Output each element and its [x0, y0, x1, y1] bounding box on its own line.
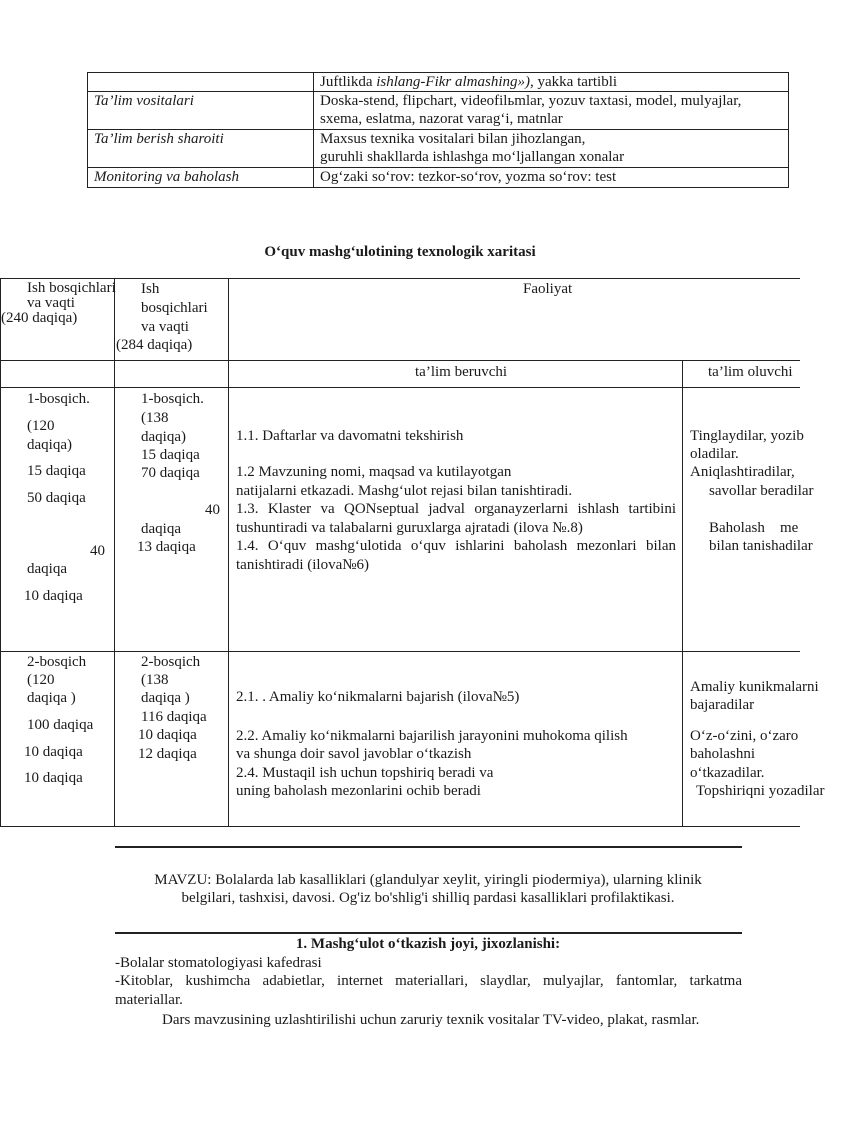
stage-cell: 2-bosqich	[141, 654, 201, 670]
section-line: Dars mavzusining uzlashtirilishi uchun zaruriy texnik vositalar TV-video, plakat, rasmlar.	[162, 1012, 700, 1028]
activity-line: tushuntiradi va talabalarni guruxlarga ajratadi (ilova №.8)	[236, 520, 583, 536]
table-cell: sxema, eslatma, nazorat varag‘i, matnlar	[320, 111, 563, 127]
student-line: me	[780, 520, 799, 536]
stage-cell: 50 daqiqa	[27, 490, 86, 506]
student-line: Aniqlashtiradilar,	[690, 464, 795, 480]
activity-line: 2.4. Mustaqil ish uchun topshiriq beradi va	[236, 765, 494, 781]
student-line: Topshiriqni yozadilar	[696, 783, 825, 799]
header-cell: Ish	[141, 281, 160, 297]
activity-line: natijalarni etkazadi. Mashg‘ulot rejasi bilan tanishtiradi.	[236, 483, 573, 499]
activity-line: 1.2 Mavzuning nomi, maqsad va kutilayotgan	[236, 464, 512, 480]
activity-line: 1.4. O‘quv mashg‘ulotida o‘quv ishlarini baholash mezonlari bilan	[236, 538, 676, 554]
tech-map-table	[0, 278, 825, 827]
stage-cell: 13 daqiqa	[137, 539, 196, 555]
student-line: oladilar.	[690, 446, 739, 462]
subheader-student: ta’lim oluvchi	[708, 364, 793, 380]
table-cell: guruhli shakllarda ishlashga mo‘ljallangan xonalar	[320, 149, 625, 165]
stage-cell: 12 daqiqa	[138, 746, 197, 762]
stage-cell: 70 daqiqa	[141, 465, 200, 481]
subheader-teacher: ta’lim beruvchi	[415, 364, 508, 380]
divider	[115, 846, 742, 848]
header-activity: Faoliyat	[523, 281, 573, 297]
stage-cell: 10 daqiqa	[24, 744, 83, 760]
stage-cell: (120	[27, 418, 55, 434]
stage-cell: daqiqa	[141, 521, 181, 537]
activity-line: 2.1. . Amaliy ko‘nikmalarni bajarish (ilova№5)	[236, 689, 520, 705]
stage-cell: 1-bosqich.	[141, 391, 204, 407]
stage-cell: 10 daqiqa	[138, 727, 197, 743]
header-cell: va vaqti	[141, 319, 189, 335]
student-line: o‘tkazadilar.	[690, 765, 765, 781]
section-line: -Bolalar stomatologiyasi kafedrasi	[115, 955, 322, 971]
map-title: O‘quv mashg‘ulotining texnologik xaritasi	[264, 244, 536, 260]
divider	[115, 932, 742, 934]
student-line: Baholash	[709, 520, 765, 536]
stage-cell: 1-bosqich.	[27, 391, 90, 407]
stage-cell: 40	[205, 502, 220, 518]
stage-cell: (138	[141, 672, 169, 688]
stage-cell: 15 daqiqa	[27, 463, 86, 479]
student-line: O‘z-o‘zini, o‘zaro	[690, 728, 799, 744]
stage-cell: 2-bosqich	[27, 654, 87, 670]
table-cell: Juftlikda ishlang-Fikr almashing»), yakka tartibli	[320, 74, 618, 90]
section-line: -Kitoblar, kushimcha adabietlar, internet materiallari, slaydlar, mulyajlar, fantomlar, tarkatma	[115, 973, 742, 989]
student-line: savollar beradilar	[709, 483, 814, 499]
table-cell: Doska-stend, flipchart, videofilьmlar, yozuv taxtasi, model, mulyajlar,	[320, 93, 742, 109]
student-line: baholashni	[690, 746, 755, 762]
stage-cell: daqiqa)	[27, 437, 72, 453]
activity-line: uning baholash mezonlarini ochib beradi	[236, 783, 481, 799]
row-label: Ta’lim berish sharoiti	[94, 131, 224, 147]
topic-label: MAVZU:	[154, 872, 212, 888]
header-cell: bosqichlari	[141, 300, 208, 316]
topic-line: belgilari, tashxisi, davosi. Og'iz bo'shlig'i shilliq pardasi kasalliklari profilaktikasi.	[181, 890, 675, 906]
section-line: materiallar.	[115, 992, 183, 1008]
student-line: bajaradilar	[690, 697, 755, 713]
activity-line: 1.1. Daftarlar va davomatni tekshirish	[236, 428, 464, 444]
stage-cell: daqiqa)	[141, 429, 186, 445]
stage-cell: (120	[27, 672, 55, 688]
section-heading: 1. Mashg‘ulot o‘tkazish joyi, jixozlanishi:	[295, 936, 561, 952]
table-cell: Maxsus texnika vositalari bilan jihozlangan,	[320, 131, 586, 147]
stage-cell: 100 daqiqa	[27, 717, 94, 733]
stage-cell: daqiqa )	[27, 690, 76, 706]
student-line: bilan tanishadilar	[709, 538, 813, 554]
header-cell: (240 daqiqa)	[1, 310, 78, 326]
student-line: Amaliy kunikmalarni	[690, 679, 819, 695]
header-cell: Ish bosqichlari	[27, 280, 116, 296]
activity-line: tanishtiradi (ilova№6)	[236, 557, 370, 573]
activity-line: 1.3. Klaster va QONseptual jadval organayzerlarni ishlash tartibini	[236, 501, 676, 517]
stage-cell: daqiqa )	[141, 690, 190, 706]
stage-cell: (138	[141, 410, 169, 426]
stage-cell: 116 daqiqa	[141, 709, 207, 725]
stage-cell: 40	[90, 543, 105, 559]
stage-cell: 15 daqiqa	[141, 447, 200, 463]
row-label: Ta’lim vositalari	[94, 93, 194, 109]
table-cell: Og‘zaki so‘rov: tezkor-so‘rov, yozma so‘rov: test	[320, 169, 617, 185]
row-label: Monitoring va baholash	[94, 169, 239, 185]
topic-line: MAVZU: Bolalarda lab kasalliklari (glandulyar xeylit, yiringli piodermiya), ularning klinik	[154, 872, 702, 888]
top-table	[87, 72, 789, 188]
header-cell: va vaqti	[27, 295, 75, 311]
stage-cell: 10 daqiqa	[24, 770, 83, 786]
stage-cell: 10 daqiqa	[24, 588, 83, 604]
header-cell: (284 daqiqa)	[116, 337, 193, 353]
student-line: Tinglaydilar, yozib	[690, 428, 804, 444]
stage-cell: daqiqa	[27, 561, 67, 577]
activity-line: va shunga doir savol javoblar o‘tkazish	[236, 746, 472, 762]
activity-line: 2.2. Amaliy ko‘nikmalarni bajarilish jarayonini muhokoma qilish	[236, 728, 628, 744]
